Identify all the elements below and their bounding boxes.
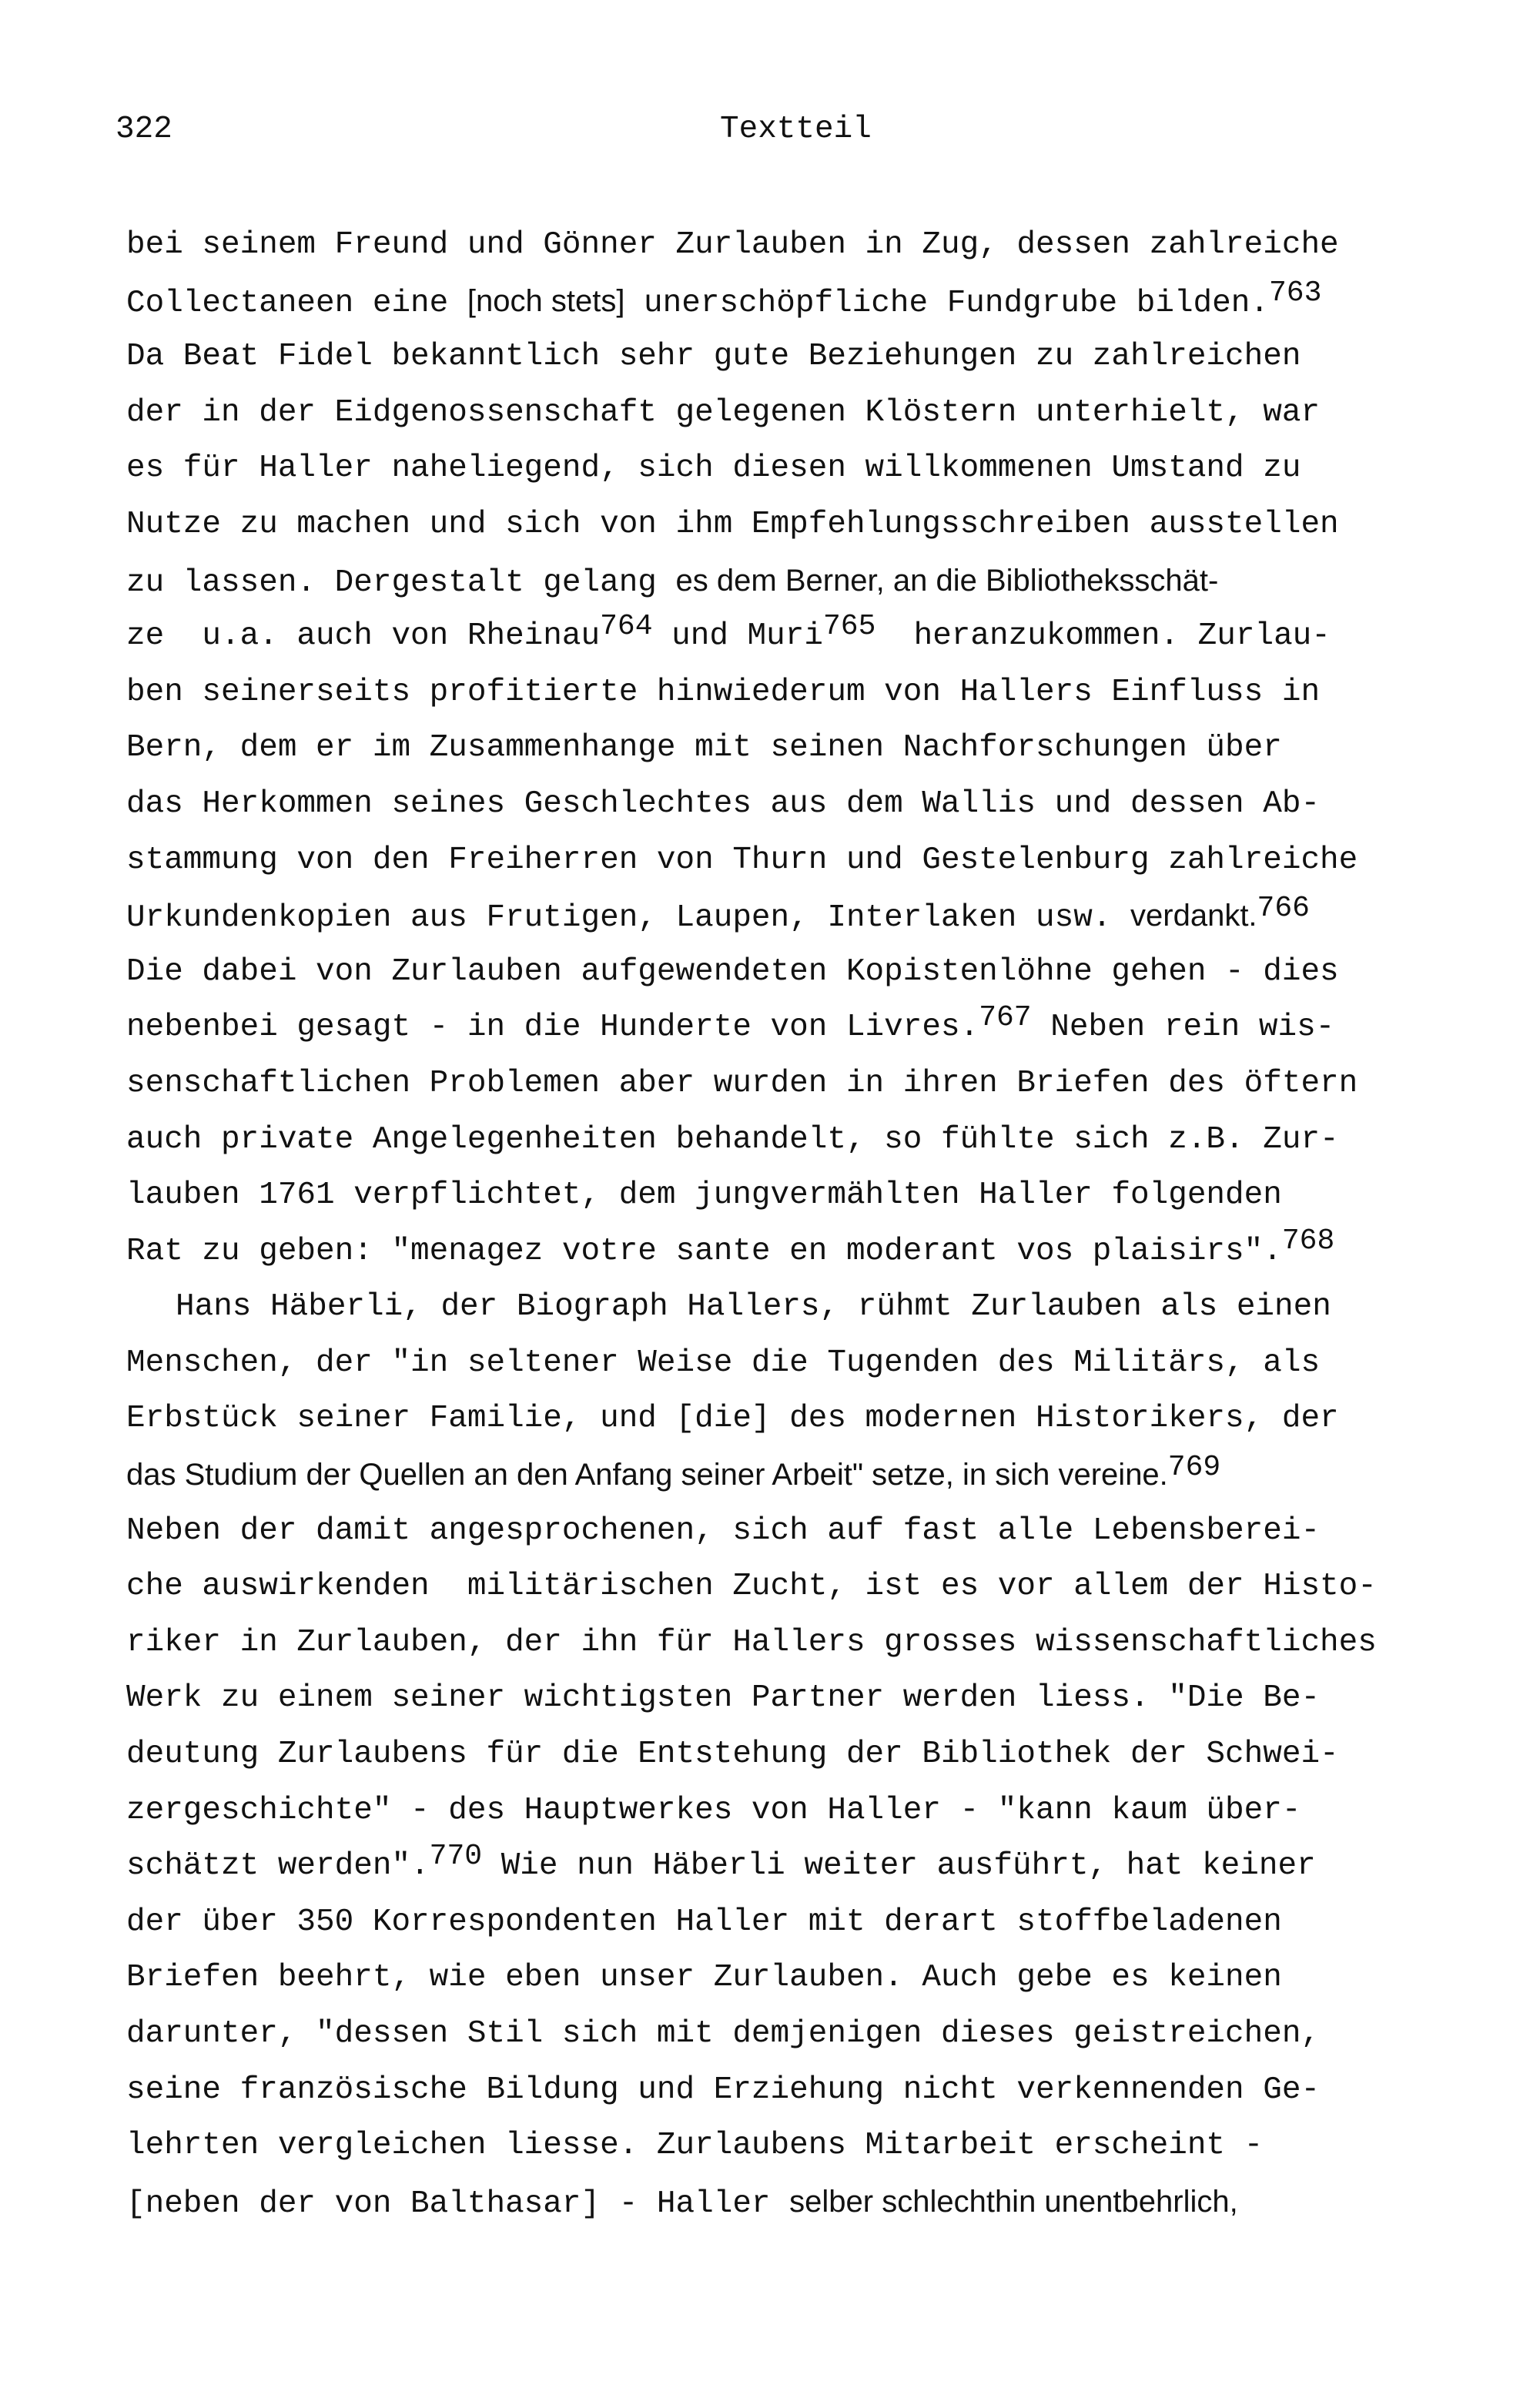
text-line: Erbstück seiner Familie, und [die] des modernen Historikers, der — [126, 1401, 1339, 1437]
text-line: lauben 1761 verpflichtet, dem jungvermählten Haller folgenden — [126, 1177, 1282, 1214]
footnote-ref: 766 — [1257, 891, 1310, 925]
text-line: Nutze zu machen und sich von ihm Empfehlungsschreiben ausstellen — [126, 506, 1339, 542]
text-segment: nebenbei gesagt - in die Hunderte von Livres. — [126, 1010, 979, 1046]
text-line: senschaftlichen Problemen aber wurden in ihren Briefen des öftern — [126, 1065, 1358, 1101]
text-line: bei seinem Freund und Gönner Zurlauben in Zug, dessen zahlreiche — [126, 227, 1339, 263]
text-segment: Collectaneen eine — [126, 285, 467, 321]
text-line: Briefen beehrt, wie eben unser Zurlauben. Auch gebe es keinen — [126, 1960, 1282, 1996]
text-line: das Herkommen seines Geschlechtes aus dem Wallis und dessen Ab- — [126, 785, 1321, 822]
footnote-ref: 770 — [429, 1839, 483, 1873]
text-line: darunter, "dessen Stil sich mit demjenigen dieses geistreichen, — [126, 2016, 1321, 2052]
text-line — [126, 273, 1512, 330]
text-line: che auswirkenden militärischen Zucht, ist es vor allem der Histo- — [126, 1569, 1377, 1605]
text-line: ben seinerseits profitierte hinwiederum von Hallers Einfluss in — [126, 674, 1321, 710]
text-line: riker in Zurlauben, der ihn für Hallers grosses wissenschaftliches — [126, 1624, 1377, 1660]
footnote-ref: 768 — [1281, 1224, 1335, 1258]
text-line: Da Beat Fidel bekanntlich sehr gute Beziehungen zu zahlreichen — [126, 339, 1301, 375]
text-line: deutung Zurlaubens für die Entstehung der Bibliothek der Schwei- — [126, 1737, 1339, 1773]
text-segment: heranzukommen. Zurlau- — [875, 618, 1331, 655]
text-line: stammung von den Freiherren von Thurn und Gestelenburg zahlreiche — [126, 842, 1358, 878]
text-segment: schätzt werden". — [126, 1848, 430, 1884]
text-line: seine französische Bildung und Erziehung nicht verkennenden Ge- — [126, 2072, 1321, 2108]
text-line — [126, 1224, 1512, 1280]
footnote-ref: 765 — [822, 609, 876, 643]
corrected-segment: verdankt. — [1130, 899, 1257, 933]
handwritten-insert: [noch stets] — [467, 283, 625, 318]
text-line — [126, 553, 1512, 609]
text-line: Bern, dem er im Zusammenhange mit seinen Nachforschungen über — [126, 730, 1282, 766]
text-line — [126, 888, 1512, 944]
footnote-ref: 769 — [1167, 1450, 1221, 1484]
body-text — [126, 217, 1512, 2229]
text-segment: Wie nun Häberli weiter ausführt, hat keiner — [482, 1848, 1316, 1884]
text-segment: Urkundenkopien aus Frutigen, Laupen, Interlaken usw. — [126, 900, 1131, 936]
text-line: Menschen, der "in seltener Weise die Tugenden des Militärs, als — [126, 1345, 1321, 1381]
text-segment: Neben rein wis- — [1031, 1010, 1335, 1046]
running-head: Textteil — [720, 112, 872, 147]
text-line — [126, 1000, 1512, 1056]
text-segment: ze u.a. auch von Rheinau — [126, 618, 601, 655]
footnote-ref: 764 — [600, 609, 653, 643]
text-line — [126, 608, 1512, 665]
corrected-segment: selber schlechthin unentbehrlich, — [789, 2184, 1238, 2219]
text-line: Hans Häberli, der Biograph Hallers, rühmt Zurlauben als einen — [176, 1289, 1331, 1325]
text-line: zergeschichte" - des Hauptwerkes von Haller - "kann kaum über- — [126, 1792, 1301, 1828]
footnote-ref: 767 — [979, 1001, 1032, 1035]
page-number: 322 — [116, 112, 172, 147]
footnote-ref: 763 — [1268, 276, 1322, 310]
text-line: lehrten vergleichen liesse. Zurlaubens Mitarbeit erscheint - — [126, 2128, 1264, 2164]
text-segment: Rat zu geben: "menagez votre sante en moderant vos plaisirs". — [126, 1233, 1282, 1269]
corrected-segment: das Studium der Quellen an den Anfang seiner Arbeit" setze, in sich vereine. — [126, 1458, 1168, 1492]
text-line — [126, 1447, 1512, 1503]
text-line: auch private Angelegenheiten behandelt, so fühlte sich z.B. Zur- — [126, 1121, 1339, 1157]
text-line: Neben der damit angesprochenen, sich auf fast alle Lebensberei- — [126, 1512, 1321, 1549]
text-segment: und Muri — [652, 618, 823, 655]
text-line: Die dabei von Zurlauben aufgewendeten Kopistenlöhne gehen - dies — [126, 953, 1339, 990]
corrected-segment: es dem Berner, an die Bibliotheksschät- — [675, 563, 1219, 598]
text-line — [126, 1838, 1512, 1894]
text-segment: unerschöpfliche Fundgrube bilden. — [624, 285, 1269, 321]
text-line — [126, 2174, 1512, 2230]
text-segment: [neben der von Balthasar] - Haller — [126, 2186, 790, 2222]
text-line: der in der Eidgenossenschaft gelegenen Klöstern unterhielt, war — [126, 394, 1321, 430]
text-line: Werk zu einem seiner wichtigsten Partner werden liess. "Die Be- — [126, 1680, 1321, 1717]
text-segment: zu lassen. Dergestalt gelang — [126, 564, 676, 601]
text-line: der über 350 Korrespondenten Haller mit derart stoffbeladenen — [126, 1904, 1282, 1940]
text-line: es für Haller naheliegend, sich diesen willkommenen Umstand zu — [126, 451, 1301, 487]
